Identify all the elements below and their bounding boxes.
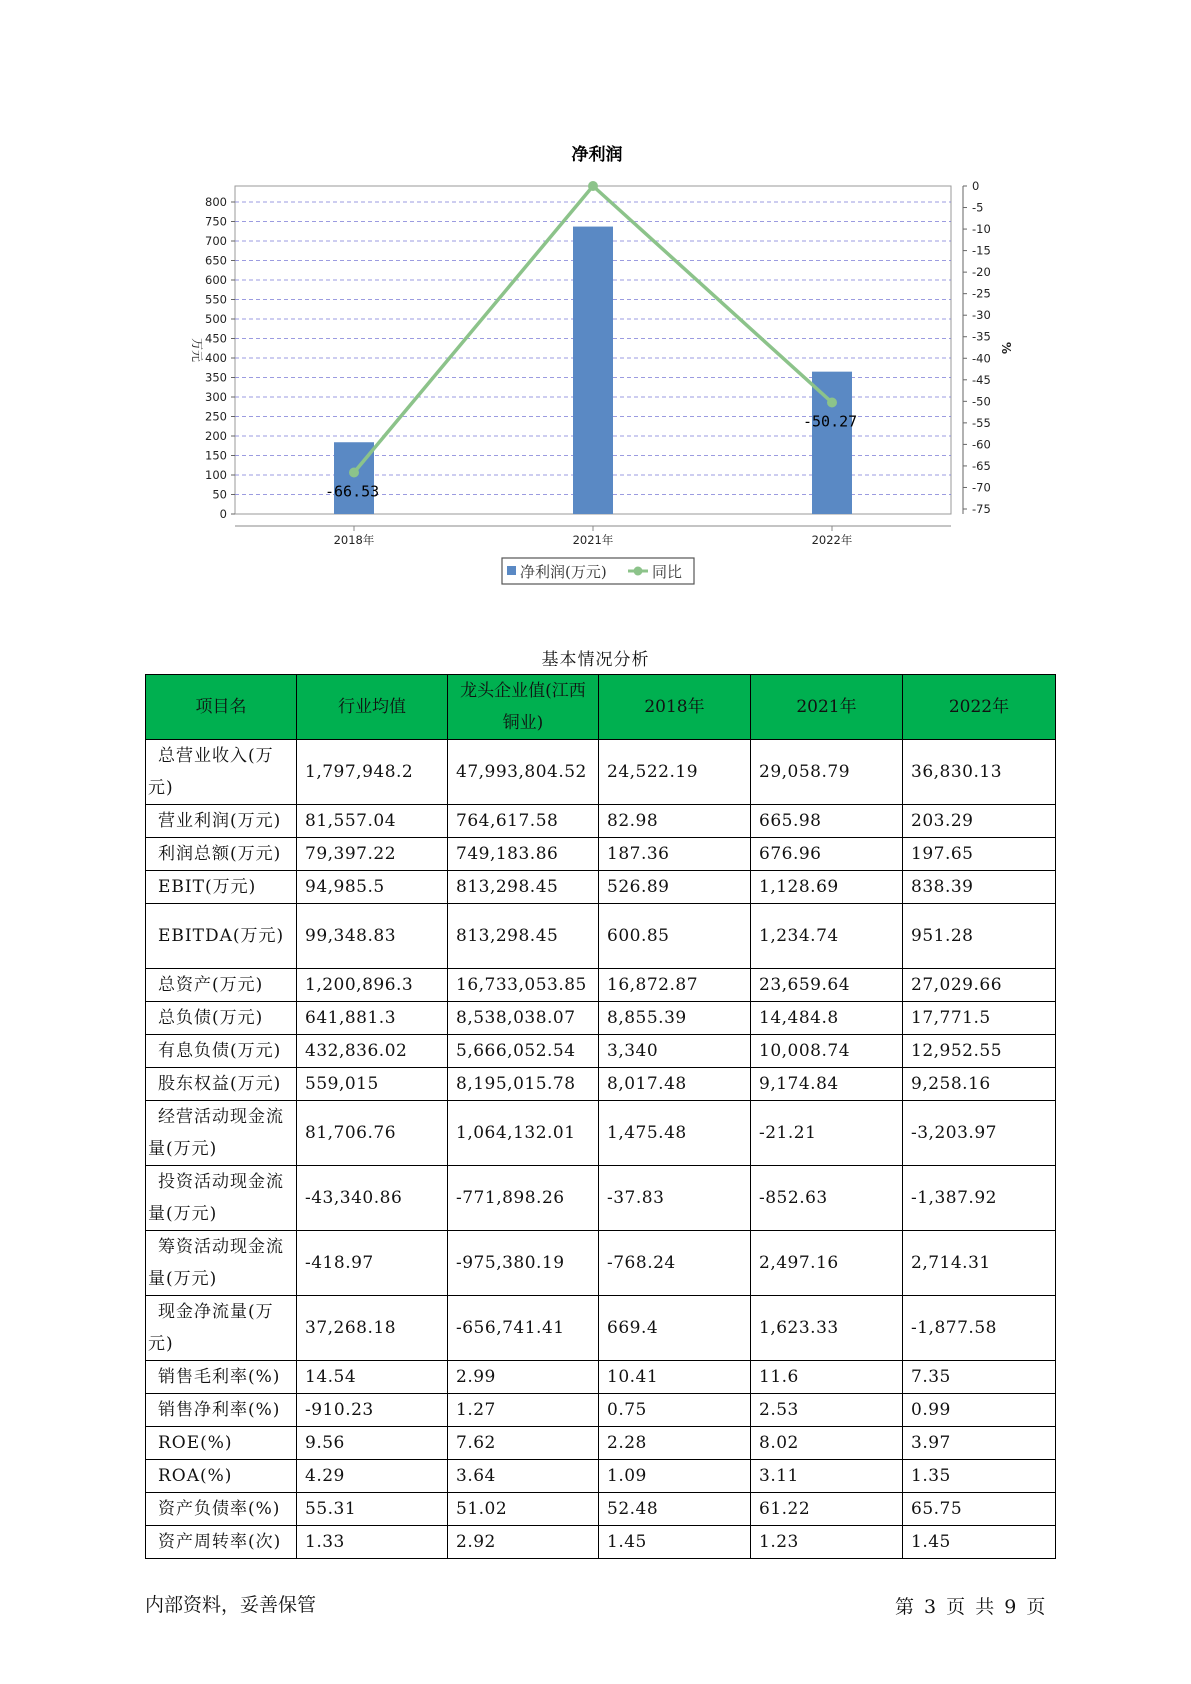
y2-tick-label: -75 bbox=[972, 502, 991, 516]
y2-tick-label: -15 bbox=[972, 243, 991, 258]
row-label-cell: 股东权益(万元) bbox=[146, 1068, 297, 1101]
value-cell: -910.23 bbox=[297, 1394, 448, 1427]
table-row bbox=[146, 1361, 1056, 1394]
table-row bbox=[146, 1427, 1056, 1460]
value-cell: 14.54 bbox=[297, 1361, 448, 1394]
value-cell: 9,258.16 bbox=[903, 1068, 1056, 1101]
value-cell: 0.75 bbox=[599, 1394, 751, 1427]
y2-tick-label: 0 bbox=[972, 179, 980, 193]
row-label-cell: 利润总额(万元) bbox=[146, 838, 297, 871]
chart-title: 净利润 bbox=[571, 145, 623, 165]
column-header: 龙头企业值(江西铜业) bbox=[448, 675, 599, 740]
y-axis-label: 万元 bbox=[190, 337, 204, 363]
value-cell: 16,733,053.85 bbox=[448, 969, 599, 1002]
value-cell: 2.53 bbox=[751, 1394, 903, 1427]
legend-bar-label: 净利润(万元) bbox=[520, 563, 607, 581]
x-axis-ticks bbox=[235, 526, 951, 547]
column-header: 2021年 bbox=[751, 675, 903, 740]
value-cell: 1,475.48 bbox=[599, 1101, 751, 1166]
y-tick-label: 450 bbox=[205, 331, 227, 346]
value-cell: -1,387.92 bbox=[903, 1166, 1056, 1231]
y2-tick-label: -10 bbox=[972, 222, 991, 237]
analysis-table bbox=[145, 674, 1056, 1559]
y2-tick-label: -40 bbox=[972, 351, 991, 366]
value-cell: 432,836.02 bbox=[297, 1035, 448, 1068]
value-cell: 9.56 bbox=[297, 1427, 448, 1460]
value-cell: 749,183.86 bbox=[448, 838, 599, 871]
value-cell: 5,666,052.54 bbox=[448, 1035, 599, 1068]
net-profit-chart bbox=[0, 0, 1191, 600]
table-row bbox=[146, 1166, 1056, 1231]
value-cell: 1,234.74 bbox=[751, 904, 903, 969]
value-cell: 526.89 bbox=[599, 871, 751, 904]
row-label-cell: ROE(%) bbox=[146, 1427, 297, 1460]
value-cell: 7.35 bbox=[903, 1361, 1056, 1394]
value-cell: 3.11 bbox=[751, 1460, 903, 1493]
row-label-cell: 销售毛利率(%) bbox=[146, 1361, 297, 1394]
y2-tick-label: -5 bbox=[972, 200, 984, 215]
y2-tick-label: -70 bbox=[972, 480, 991, 495]
row-label-cell: 经营活动现金流量(万元) bbox=[146, 1101, 297, 1166]
x-tick-label: 2018年 bbox=[333, 533, 375, 547]
value-cell: 1,128.69 bbox=[751, 871, 903, 904]
value-cell: -1,877.58 bbox=[903, 1296, 1056, 1361]
value-cell: 51.02 bbox=[448, 1493, 599, 1526]
value-cell: 813,298.45 bbox=[448, 871, 599, 904]
value-cell: 3.64 bbox=[448, 1460, 599, 1493]
value-cell: 203.29 bbox=[903, 805, 1056, 838]
value-cell: -21.21 bbox=[751, 1101, 903, 1166]
value-cell: 52.48 bbox=[599, 1493, 751, 1526]
y-tick-label: 0 bbox=[219, 507, 227, 521]
table-row bbox=[146, 871, 1056, 904]
table-row bbox=[146, 1296, 1056, 1361]
yoy-data-label: -50.27 bbox=[803, 412, 858, 431]
row-label-cell: 现金净流量(万元) bbox=[146, 1296, 297, 1361]
value-cell: -852.63 bbox=[751, 1166, 903, 1231]
y-tick-label: 600 bbox=[205, 273, 227, 287]
y2-tick-label: -55 bbox=[972, 415, 991, 430]
table-row bbox=[146, 1231, 1056, 1296]
y-tick-label: 550 bbox=[205, 292, 227, 307]
row-label-cell: 资产周转率(次) bbox=[146, 1526, 297, 1559]
value-cell: 197.65 bbox=[903, 838, 1056, 871]
value-cell: 79,397.22 bbox=[297, 838, 448, 871]
value-cell: 813,298.45 bbox=[448, 904, 599, 969]
value-cell: 1.35 bbox=[903, 1460, 1056, 1493]
y-tick-label: 200 bbox=[205, 429, 227, 443]
value-cell: -656,741.41 bbox=[448, 1296, 599, 1361]
value-cell: 838.39 bbox=[903, 871, 1056, 904]
value-cell: 665.98 bbox=[751, 805, 903, 838]
table-row bbox=[146, 805, 1056, 838]
table-row bbox=[146, 1460, 1056, 1493]
value-cell: 24,522.19 bbox=[599, 740, 751, 805]
row-label-cell: 总营业收入(万元) bbox=[146, 740, 297, 805]
value-cell: 2.99 bbox=[448, 1361, 599, 1394]
value-cell: 559,015 bbox=[297, 1068, 448, 1101]
value-cell: -975,380.19 bbox=[448, 1231, 599, 1296]
y2-tick-label: -50 bbox=[972, 394, 991, 409]
value-cell: 12,952.55 bbox=[903, 1035, 1056, 1068]
bar bbox=[812, 372, 852, 514]
table-row bbox=[146, 838, 1056, 871]
y-tick-label: 750 bbox=[205, 214, 227, 229]
yoy-point bbox=[588, 181, 598, 191]
legend-line-marker bbox=[634, 567, 643, 576]
value-cell: 3.97 bbox=[903, 1427, 1056, 1460]
table-row bbox=[146, 1394, 1056, 1427]
value-cell: 61.22 bbox=[751, 1493, 903, 1526]
y2-tick-label: -25 bbox=[972, 286, 991, 301]
value-cell: 17,771.5 bbox=[903, 1002, 1056, 1035]
y2-tick-label: -35 bbox=[972, 329, 991, 344]
y2-tick-label: -60 bbox=[972, 437, 991, 452]
y-tick-label: 100 bbox=[205, 468, 227, 482]
value-cell: 1.33 bbox=[297, 1526, 448, 1559]
value-cell: 8,855.39 bbox=[599, 1002, 751, 1035]
value-cell: -37.83 bbox=[599, 1166, 751, 1231]
value-cell: 10,008.74 bbox=[751, 1035, 903, 1068]
table-row bbox=[146, 969, 1056, 1002]
value-cell: 1,797,948.2 bbox=[297, 740, 448, 805]
row-label-cell: 投资活动现金流量(万元) bbox=[146, 1166, 297, 1231]
x-tick-label: 2022年 bbox=[811, 533, 853, 547]
table-row bbox=[146, 1493, 1056, 1526]
value-cell: 669.4 bbox=[599, 1296, 751, 1361]
y-tick-label: 400 bbox=[205, 351, 227, 365]
yoy-data-label: -66.53 bbox=[325, 482, 380, 501]
value-cell: 1.09 bbox=[599, 1460, 751, 1493]
value-cell: 11.6 bbox=[751, 1361, 903, 1394]
value-cell: 0.99 bbox=[903, 1394, 1056, 1427]
bar bbox=[334, 442, 374, 514]
y-tick-label: 800 bbox=[205, 195, 227, 209]
y-tick-label: 700 bbox=[205, 234, 227, 248]
table-row bbox=[146, 1526, 1056, 1559]
bar bbox=[573, 227, 613, 514]
value-cell: -3,203.97 bbox=[903, 1101, 1056, 1166]
value-cell: 8,017.48 bbox=[599, 1068, 751, 1101]
value-cell: 1,200,896.3 bbox=[297, 969, 448, 1002]
value-cell: 951.28 bbox=[903, 904, 1056, 969]
value-cell: 9,174.84 bbox=[751, 1068, 903, 1101]
value-cell: -43,340.86 bbox=[297, 1166, 448, 1231]
value-cell: 8,538,038.07 bbox=[448, 1002, 599, 1035]
value-cell: 1.23 bbox=[751, 1526, 903, 1559]
row-label-cell: 总负债(万元) bbox=[146, 1002, 297, 1035]
value-cell: 99,348.83 bbox=[297, 904, 448, 969]
value-cell: 29,058.79 bbox=[751, 740, 903, 805]
y-tick-label: 250 bbox=[205, 409, 227, 424]
value-cell: 676.96 bbox=[751, 838, 903, 871]
value-cell: -768.24 bbox=[599, 1231, 751, 1296]
y-tick-label: 500 bbox=[205, 312, 227, 326]
row-label-cell: 营业利润(万元) bbox=[146, 805, 297, 838]
value-cell: 2,497.16 bbox=[751, 1231, 903, 1296]
value-cell: 641,881.3 bbox=[297, 1002, 448, 1035]
value-cell: 14,484.8 bbox=[751, 1002, 903, 1035]
yoy-point bbox=[349, 468, 359, 478]
legend-bar-swatch bbox=[507, 566, 516, 575]
value-cell: 2,714.31 bbox=[903, 1231, 1056, 1296]
y-tick-label: 650 bbox=[205, 253, 227, 268]
value-cell: 65.75 bbox=[903, 1493, 1056, 1526]
value-cell: 16,872.87 bbox=[599, 969, 751, 1002]
value-cell: 2.28 bbox=[599, 1427, 751, 1460]
value-cell: 81,706.76 bbox=[297, 1101, 448, 1166]
y-tick-label: 150 bbox=[205, 448, 227, 463]
value-cell: 10.41 bbox=[599, 1361, 751, 1394]
value-cell: 27,029.66 bbox=[903, 969, 1056, 1002]
value-cell: 8.02 bbox=[751, 1427, 903, 1460]
value-cell: 2.92 bbox=[448, 1526, 599, 1559]
table-row bbox=[146, 1101, 1056, 1166]
table-header-row bbox=[146, 675, 1056, 740]
value-cell: 36,830.13 bbox=[903, 740, 1056, 805]
row-label-cell: ROA(%) bbox=[146, 1460, 297, 1493]
y-tick-label: 50 bbox=[212, 487, 227, 502]
value-cell: -771,898.26 bbox=[448, 1166, 599, 1231]
value-cell: 1,623.33 bbox=[751, 1296, 903, 1361]
legend bbox=[502, 558, 694, 584]
y-tick-label: 350 bbox=[205, 370, 227, 385]
value-cell: 37,268.18 bbox=[297, 1296, 448, 1361]
table-row bbox=[146, 1002, 1056, 1035]
value-cell: 1.45 bbox=[903, 1526, 1056, 1559]
yoy-point bbox=[827, 397, 837, 407]
row-label-cell: 筹资活动现金流量(万元) bbox=[146, 1231, 297, 1296]
y2-tick-label: -30 bbox=[972, 308, 991, 323]
value-cell: 187.36 bbox=[599, 838, 751, 871]
value-cell: 1.45 bbox=[599, 1526, 751, 1559]
row-label-cell: EBIT(万元) bbox=[146, 871, 297, 904]
footer-confidential: 内部资料，妥善保管 bbox=[145, 1594, 317, 1616]
value-cell: 764,617.58 bbox=[448, 805, 599, 838]
value-cell: -418.97 bbox=[297, 1231, 448, 1296]
table-title: 基本情况分析 bbox=[541, 650, 650, 670]
left-axis-ticks bbox=[205, 195, 235, 521]
column-header: 2018年 bbox=[599, 675, 751, 740]
legend-line-label: 同比 bbox=[652, 563, 683, 581]
row-label-cell: 总资产(万元) bbox=[146, 969, 297, 1002]
y2-tick-label: -45 bbox=[972, 372, 991, 387]
column-header: 行业均值 bbox=[297, 675, 448, 740]
value-cell: 55.31 bbox=[297, 1493, 448, 1526]
value-cell: 82.98 bbox=[599, 805, 751, 838]
right-axis-ticks bbox=[963, 179, 991, 516]
value-cell: 600.85 bbox=[599, 904, 751, 969]
table-row bbox=[146, 1068, 1056, 1101]
y2-tick-label: -20 bbox=[972, 265, 991, 280]
value-cell: 8,195,015.78 bbox=[448, 1068, 599, 1101]
column-header: 项目名 bbox=[146, 675, 297, 740]
value-cell: 81,557.04 bbox=[297, 805, 448, 838]
row-label-cell: 有息负债(万元) bbox=[146, 1035, 297, 1068]
value-cell: 7.62 bbox=[448, 1427, 599, 1460]
value-cell: 23,659.64 bbox=[751, 969, 903, 1002]
value-cell: 4.29 bbox=[297, 1460, 448, 1493]
y2-tick-label: -65 bbox=[972, 458, 991, 473]
y2-axis-label: % bbox=[999, 341, 1013, 355]
value-cell: 1,064,132.01 bbox=[448, 1101, 599, 1166]
column-header: 2022年 bbox=[903, 675, 1056, 740]
value-cell: 47,993,804.52 bbox=[448, 740, 599, 805]
value-cell: 3,340 bbox=[599, 1035, 751, 1068]
footer-page-number: 第 3 页 共 9 页 bbox=[895, 1596, 1048, 1618]
table-row bbox=[146, 1035, 1056, 1068]
row-label-cell: EBITDA(万元) bbox=[146, 904, 297, 969]
table-row bbox=[146, 740, 1056, 805]
y-tick-label: 300 bbox=[205, 390, 227, 404]
value-cell: 1.27 bbox=[448, 1394, 599, 1427]
row-label-cell: 销售净利率(%) bbox=[146, 1394, 297, 1427]
x-tick-label: 2021年 bbox=[572, 533, 614, 547]
table-row bbox=[146, 904, 1056, 969]
row-label-cell: 资产负债率(%) bbox=[146, 1493, 297, 1526]
value-cell: 94,985.5 bbox=[297, 871, 448, 904]
